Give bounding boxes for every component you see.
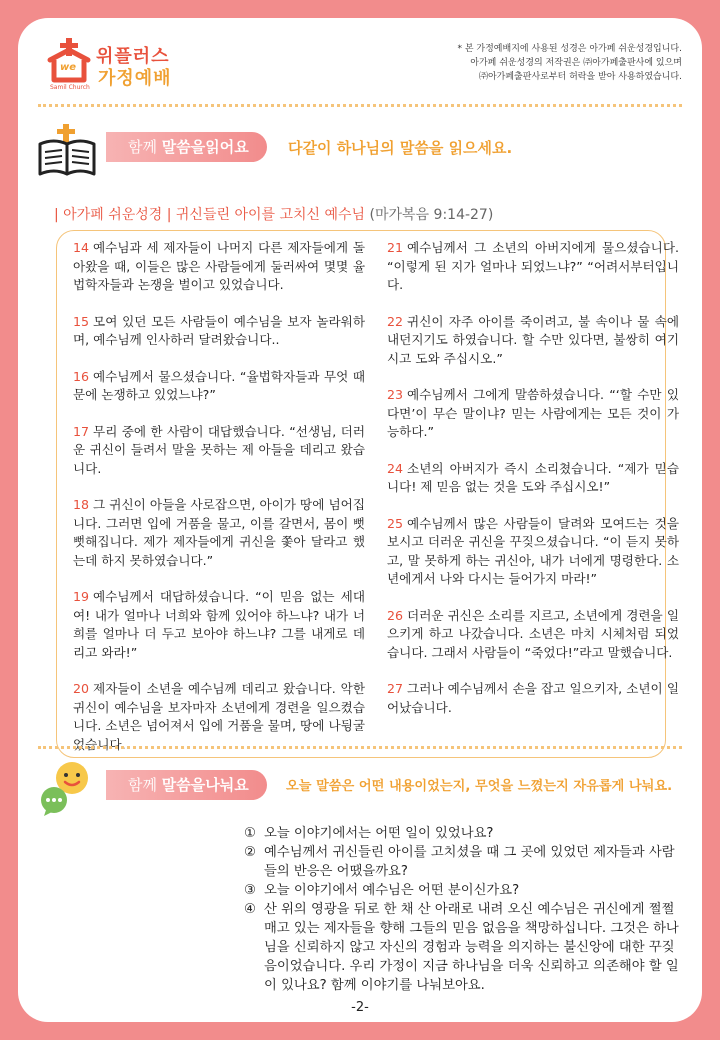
verse-text: 모여 있던 모든 사람들이 예수님을 보자 놀라워하며, 예수님께 인사하러 달려왔습니다..	[73, 313, 365, 347]
verse-text: 예수님께서 많은 사람들이 달려와 모여드는 것을 보시고 더러운 귀신을 꾸짖으셨습니다. “이 듣지 못하고, 말 못하게 하는 귀신아, 내가 너에게 명령한다. 소년에게서 나와 다시는 들어가지 마라!”	[387, 515, 679, 586]
verse-number: 27	[387, 681, 404, 696]
read-section-header	[36, 122, 686, 178]
verse	[73, 313, 365, 350]
verse-number: 15	[73, 313, 90, 329]
verse-text: 귀신이 자주 아이를 죽이려고, 불 속이나 물 속에 내던지기도 하였습니다. 할 수만 있다면, 불쌍히 여기시고 도와 주십시오.”	[387, 313, 679, 366]
chat-faces-icon	[40, 760, 106, 818]
verse	[73, 368, 365, 405]
question-item	[244, 843, 684, 881]
question-number: ②	[244, 845, 256, 860]
passage-title	[54, 204, 493, 224]
verse-number: 18	[73, 497, 90, 512]
logo-title-line2: 가정예배	[98, 68, 172, 89]
logo-title-line1: 위플러스	[96, 46, 170, 67]
verse-text: 제자들이 소년을 예수님께 데리고 왔습니다. 악한 귀신이 예수님을 보자마자 소년에게 경련을 일으켰습니다. 소년은 넘어져서 입에 거품을 물며, 땅에 나뒹굴었습니다.	[73, 681, 365, 752]
verse	[387, 515, 679, 589]
question-text: 오늘 이야기에서 예수님은 어떤 분이신가요?	[264, 883, 520, 898]
question-text: 오늘 이야기에서는 어떤 일이 있었나요?	[264, 826, 494, 841]
verse	[387, 313, 679, 369]
question-item	[244, 824, 684, 843]
share-section-header	[36, 760, 686, 816]
notice-line: * 본 가정예배지에 사용된 성경은 아가페 쉬운성경입니다.	[457, 44, 682, 54]
passage-title-text: | 아가페 쉬운성경 | 귀신들린 아이를 고치신 예수님	[54, 207, 366, 223]
verse-number: 20	[73, 681, 90, 696]
copyright-notice	[382, 42, 682, 84]
verse	[387, 239, 679, 295]
verse	[387, 386, 679, 442]
read-section-pill	[106, 132, 267, 162]
notice-line: ㈜아가페출판사로부터 허락을 받아 사용하였습니다.	[478, 72, 682, 82]
house-cross-icon	[46, 38, 94, 84]
verse-number: 26	[387, 607, 404, 623]
question-item	[244, 900, 684, 995]
verse-number: 22	[387, 313, 404, 329]
verse-text: 예수님께서 그 소년의 아버지에게 물으셨습니다. “이렇게 된 지가 얼마나 되었느냐?” “어려서부터입니다.	[387, 240, 679, 292]
verse-number: 23	[387, 387, 404, 402]
question-number: ①	[244, 826, 256, 841]
question-text: 산 위의 영광을 뒤로 한 채 산 아래로 내려 오신 예수님은 귀신에게 쩔쩔매고 있는 제자들을 향해 그들의 믿음 없음을 책망하십니다. 그것은 하나님을 신뢰하지 않고 자신의 경험과 능력을 의지하는 불신앙에 대한 꾸짖음이었습니다. 우리 가정이 지금 하나님을 더욱 신뢰하고 의존해야 할 일이 있나요? 함께 이야기를 나눠보아요.	[264, 902, 679, 993]
page-number: -2-	[351, 1000, 369, 1015]
verse-number: 24	[387, 460, 404, 476]
verse	[73, 423, 365, 479]
logo	[46, 36, 206, 100]
verse-text: 예수님께서 대답하셨습니다. “이 믿음 없는 세대여! 내가 얼마나 너희와 함께 있어야 하느냐? 내가 너희를 얼마나 더 두고 보아야 하느냐? 그를 내게로 데리고 와라!”	[73, 589, 365, 660]
notice-line: 아가페 쉬운성경의 저작권은 ㈜아가페출판사에 있으며	[470, 58, 682, 68]
scripture-column-left	[73, 239, 365, 772]
verse-text: 더러운 귀신은 소리를 지르고, 소년에게 경련을 일으키게 하고 나갔습니다. 소년은 마치 시체처럼 되었습니다. 그래서 사람들이 “죽었다!”라고 말했습니다.	[387, 607, 679, 660]
verse	[73, 588, 365, 662]
scripture-column-right	[387, 239, 679, 735]
verse-text: 그러나 예수님께서 손을 잡고 일으키자, 소년이 일어났습니다.	[387, 681, 679, 715]
verse-number: 17	[73, 423, 90, 439]
verse-number: 19	[73, 589, 90, 604]
logo-badge: we	[60, 62, 77, 73]
verse-number: 16	[73, 368, 90, 384]
share-section-pill	[106, 770, 267, 800]
question-number: ④	[244, 902, 256, 917]
verse-text: 예수님께서 그에게 말씀하셨습니다. “‘할 수만 있다면’이 무슨 말이냐? 믿는 사람에게는 모든 것이 가능하다.”	[387, 387, 679, 439]
divider	[38, 746, 682, 749]
verse-number: 14	[73, 240, 90, 255]
verse	[73, 680, 365, 754]
question-text: 예수님께서 귀신들린 아이를 고치셨을 때 그 곳에 있었던 제자들과 사람들의 반응은 어땠을까요?	[264, 845, 675, 879]
verse-text: 무리 중에 한 사람이 대답했습니다. “선생님, 더러운 귀신이 들려서 말을 못하는 제 아들을 데리고 왔습니다.	[73, 423, 365, 476]
pill-light-text: 함께	[128, 138, 162, 156]
verse-text: 그 귀신이 아들을 사로잡으면, 아이가 땅에 넘어집니다. 그러면 입에 거품을 물고, 이를 갈면서, 몸이 뻣뻣해집니다. 제가 제자들에게 귀신을 쫓아 달라고 했는데 하지 못하였습니다.”	[73, 497, 365, 568]
verse-text: 예수님과 세 제자들이 나머지 다른 제자들에게 돌아왔을 때, 이들은 많은 사람들에게 둘러싸여 몇몇 율법학자들과 논쟁을 벌이고 있었습니다.	[73, 240, 365, 292]
logo-church-name: Samil Church	[50, 84, 90, 91]
scripture-box	[56, 230, 679, 758]
verse	[387, 460, 679, 497]
question-list	[244, 824, 684, 995]
read-section-subtitle: 다같이 하나님의 말씀을 읽으세요.	[288, 139, 513, 157]
verse-number: 21	[387, 240, 404, 255]
question-number: ③	[244, 883, 256, 898]
verse-text: 예수님께서 물으셨습니다. “율법학자들과 무엇 때문에 논쟁하고 있었느냐?”	[73, 368, 365, 402]
verse	[387, 680, 679, 717]
verse-text: 소년의 아버지가 즉시 소리쳤습니다. “제가 믿습니다! 제 믿음 없는 것을 도와 주십시오!”	[387, 460, 679, 494]
page-card	[18, 18, 702, 1022]
question-item	[244, 881, 684, 900]
verse	[73, 496, 365, 570]
verse-number: 25	[387, 515, 404, 531]
share-section-subtitle: 오늘 말씀은 어떤 내용이었는지, 무엇을 느꼈는지 자유롭게 나눠요.	[286, 779, 673, 794]
pill-bold-text: 말씀을나눠요	[161, 776, 249, 794]
pill-bold-text: 말씀을읽어요	[161, 138, 249, 156]
verse	[73, 239, 365, 295]
divider	[38, 104, 682, 107]
verse	[387, 607, 679, 663]
passage-reference: (마가복음 9:14-27)	[365, 207, 494, 223]
bible-icon	[36, 122, 102, 178]
pill-light-text: 함께	[128, 776, 162, 794]
